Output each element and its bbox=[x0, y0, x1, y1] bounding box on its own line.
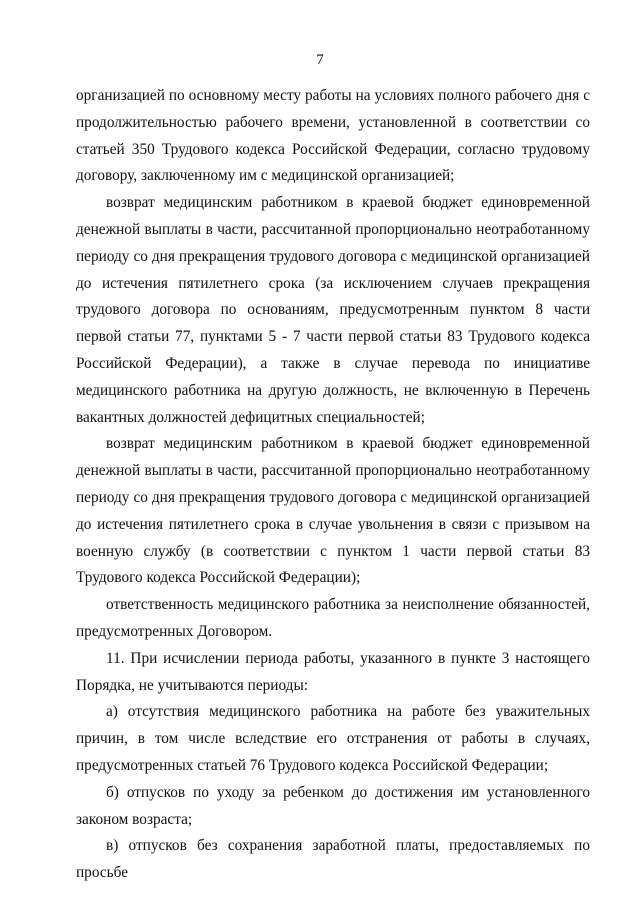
paragraph-item-11: 11. При исчислении периода работы, указанного в пункте 3 настоящего Порядка, не учитываются периоды: bbox=[76, 649, 590, 694]
paragraph-subitem-v: в) отпусков без сохранения заработной платы, предоставляемых по просьбе bbox=[76, 837, 590, 882]
document-body bbox=[76, 83, 590, 887]
paragraph-continuation: организацией по основному месту работы на условиях полного рабочего дня с продолжительностью рабочего времени, установленной в соответствии со статьей 350 Трудового кодекса Российской Федерации, согласно трудовому договору, заключенному им с медицинской организацией; bbox=[76, 87, 590, 185]
paragraph-subitem-b: б) отпусков по уходу за ребенком до достижения им установленного законом возраста; bbox=[76, 783, 590, 828]
paragraph-subitem-a: а) отсутствия медицинского работника на работе без уважительных причин, в том числе вследствие его отстранения от работы в случаях, предусмотренных статьей 76 Трудового кодекса Российской Федерации; bbox=[76, 703, 590, 774]
paragraph-refund-military: возврат медицинским работником в краевой бюджет единовременной денежной выплаты в части, рассчитанной пропорционально неотработанному периоду со дня прекращения трудового договора с медицинской организацией до истечения пятилетнего срока в случае увольнения в связи с призывом на военную службу (в соответствии с пунктом 1 части первой статьи 83 Трудового кодекса Российской Федерации); bbox=[76, 435, 590, 587]
paragraph-responsibility: ответственность медицинского работника за неисполнение обязанностей, предусмотренных Договором. bbox=[76, 596, 590, 640]
paragraph-refund-general: возврат медицинским работником в краевой бюджет единовременной денежной выплаты в части, рассчитанной пропорционально неотработанному периоду со дня прекращения трудового договора с медицинской организацией до истечения пятилетнего срока (за исключением случаев прекращения трудового договора по основаниям, предусмотренным пунктом 8 части первой статьи 77, пунктами 5 - 7 части первой статьи 83 Трудового кодекса Российской Федерации), а также в случае перевода по инициативе медицинского работника на другую должность, не включенную в Перечень вакантных должностей дефицитных специальностей; bbox=[76, 194, 590, 426]
page-number: 7 bbox=[316, 52, 324, 68]
